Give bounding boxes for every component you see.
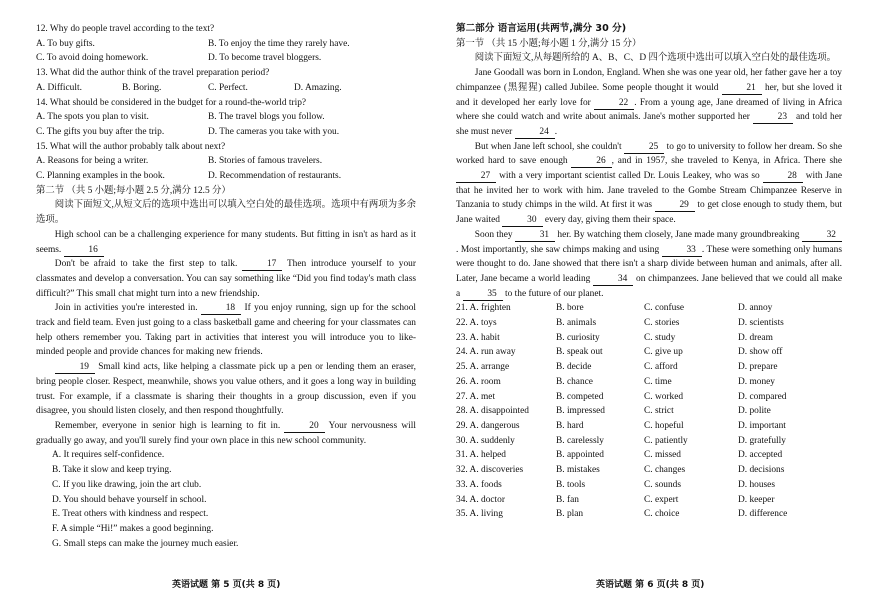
option-row: [456, 419, 842, 434]
option: B. competed: [556, 391, 604, 402]
option: C. To avoid doing homework.: [36, 53, 149, 64]
text: .: [554, 126, 558, 137]
option: C. worked: [644, 391, 684, 402]
option: B. appointed: [556, 450, 604, 461]
option-row: [456, 301, 842, 316]
option: 21. A. frighten: [456, 303, 511, 314]
text: to get close enough to study them, but Jane waited: [456, 200, 842, 226]
option: 25. A. arrange: [456, 362, 510, 373]
option: C. confuse: [644, 303, 685, 314]
option-row: [456, 375, 842, 390]
question-stem: 13. What did the author think of the travel preparation period?: [36, 68, 270, 79]
blank-33: 33: [662, 244, 702, 257]
text: Soon they: [474, 229, 515, 240]
option: D. dream: [738, 332, 773, 343]
text: and told her she must never: [456, 112, 842, 137]
option: B. Stories of famous travelers.: [208, 156, 323, 167]
blank-20: 20: [284, 420, 324, 433]
blank-17: 17: [242, 258, 282, 271]
option: D. prepare: [738, 362, 778, 373]
option: 27. A. met: [456, 391, 496, 402]
choice: C. If you like drawing, join the art club.: [52, 479, 202, 490]
blank-24: 24: [515, 126, 555, 139]
text: , and in 1957, she traveled to Kenya, in Africa. There she: [611, 156, 842, 167]
options-table: [456, 301, 842, 522]
text: But when Jane left school, she couldn't: [474, 141, 625, 152]
right-page: [456, 22, 842, 522]
option: C. changes: [644, 465, 686, 476]
option: 22. A. toys: [456, 318, 497, 329]
option: 23. A. habit: [456, 332, 500, 343]
option: D. money: [738, 376, 775, 387]
option: 28. A. disappointed: [456, 406, 529, 417]
passage-paragraph: [456, 228, 842, 302]
text: Small kind acts, like helping a classmate pick up a pen or lending them an eraser, bring people closer. Respect, meanwhile, shows you value others, and it goes a long way in building trust. For example, if a classmate is sharing their thoughts in a group discussion, even if you disagree, you should listen closely, and then respond thoughtfully.: [36, 362, 416, 417]
option: D. houses: [738, 479, 775, 490]
blank-30: 30: [502, 214, 542, 227]
option: 33. A. foods: [456, 479, 502, 490]
option: C. time: [644, 376, 672, 387]
text: her, but she loved it and it developed her early love for: [456, 82, 842, 108]
passage-paragraph: [456, 140, 842, 228]
blank-22: 22: [594, 97, 634, 110]
option: 29. A. dangerous: [456, 420, 520, 431]
choice: B. Take it slow and keep trying.: [52, 465, 172, 476]
question-stem: 12. Why do people travel according to the text?: [36, 24, 215, 34]
choice: G. Small steps can make the journey much easier.: [52, 538, 239, 549]
text: Don't be afraid to take the first step to talk.: [54, 259, 238, 270]
option: B. plan: [556, 509, 584, 520]
option: C. strict: [644, 406, 674, 417]
option: D. polite: [738, 406, 771, 417]
text: Join in activities you're interested in.: [54, 303, 198, 314]
option: 24. A. run away: [456, 347, 516, 358]
option: C. Perfect.: [208, 82, 248, 93]
page-footer-left: 英语试题 第 5 页(共 8 页): [172, 580, 281, 590]
option: D. gratefully: [738, 435, 786, 446]
blank-31: 31: [515, 229, 555, 242]
text: If you enjoy running, sign up for the school track and field team. Even just going to a class basketball game and cheering for your classmates can help others remember you. Taking part in activities that interest you will introduce you to like-minded people and provide chances for making new friends.: [36, 303, 416, 358]
option: B. tools: [556, 479, 586, 490]
option: D. important: [738, 420, 786, 431]
blank-27: 27: [456, 170, 496, 183]
option: B. chance: [556, 376, 593, 387]
option: C. sounds: [644, 479, 681, 490]
passage-paragraph: [36, 257, 416, 301]
blank-26: 26: [571, 155, 611, 168]
option: B. The travel blogs you follow.: [208, 112, 325, 123]
option: B. impressed: [556, 406, 605, 417]
option: C. afford: [644, 362, 678, 373]
option-row: [456, 448, 842, 463]
option: D. keeper: [738, 494, 775, 505]
option: 35. A. living: [456, 509, 503, 520]
option-row: [456, 434, 842, 449]
page-footer-right: 英语试题 第 6 页(共 8 页): [596, 580, 705, 590]
option: B. fan: [556, 494, 579, 505]
option-row: [456, 404, 842, 419]
option: D. Recommendation of restaurants.: [208, 171, 342, 182]
blank-19: 19: [55, 361, 95, 374]
option: 34. A. doctor: [456, 494, 505, 505]
option: A. Reasons for being a writer.: [36, 156, 149, 167]
option: 26. A. room: [456, 376, 501, 387]
blank-34: 34: [593, 273, 633, 286]
option: B. bore: [556, 303, 584, 314]
option: C. missed: [644, 450, 681, 461]
option: D. show off: [738, 347, 783, 358]
option: B. Boring.: [122, 82, 162, 93]
text: Remember, everyone in senior high is learning to fit in.: [54, 420, 281, 431]
option: D. Amazing.: [294, 82, 342, 93]
choice: A. It requires self-confidence.: [52, 450, 165, 461]
choice-list: [36, 448, 416, 551]
choice: E. Treat others with kindness and respect.: [52, 509, 209, 520]
blank-32: 32: [802, 229, 842, 242]
text: Jane Goodall was born in London, England. When she was one year old, her father gave her a toy chimpanzee (黑猩猩) called Jubilee. Some people thought it would: [456, 68, 842, 93]
passage-paragraph: [36, 360, 416, 419]
text: to go to university to follow her dream. So she worked hard to save enough: [456, 141, 842, 167]
option: 30. A. suddenly: [456, 435, 515, 446]
blank-25: 25: [624, 141, 664, 154]
option: C. Planning examples in the book.: [36, 171, 165, 182]
question-stem: 14. What should be considered in the budget for a round-the-world trip?: [36, 97, 307, 108]
option: A. Difficult.: [36, 82, 82, 93]
text: . From a young age, Jane dreamed of living in Africa where she could watch and write about animals. Jane's mother supported her: [456, 97, 842, 123]
option: 32. A. discoveries: [456, 465, 524, 476]
question-stem: 15. What will the author probably talk about next?: [36, 141, 226, 152]
option-row: [456, 390, 842, 405]
option: C. hopeful: [644, 420, 684, 431]
text: every day, giving them their space.: [542, 215, 676, 226]
option-row: [456, 316, 842, 331]
option: D. annoy: [738, 303, 773, 314]
blank-29: 29: [655, 199, 695, 212]
text: Then introduce yourself to your classmates and develop a conversation. You can say something like “Did you find today's math class difficult?” This small chat might turn into a new friendship.: [36, 259, 416, 299]
passage-paragraph: [36, 419, 416, 448]
option: B. carelessly: [556, 435, 604, 446]
option: A. The spots you plan to visit.: [36, 112, 149, 123]
left-page: [36, 22, 416, 551]
option: B. decide: [556, 362, 592, 373]
option: B. animals: [556, 318, 597, 329]
text: with a very important scientist called Dr. Louis Leakey, who was so: [496, 171, 763, 182]
passage-paragraph: [36, 301, 416, 360]
option: D. compared: [738, 391, 787, 402]
blank-18: 18: [201, 302, 241, 315]
blank-28: 28: [763, 170, 803, 183]
option-row: [456, 493, 842, 508]
option: D. scientists: [738, 318, 784, 329]
option-row: [456, 360, 842, 375]
option: D. The cameras you take with you.: [208, 126, 340, 137]
question-15: [36, 140, 416, 184]
section-title: 第一节 （共 15 小题;每小题 1 分,满分 15 分）: [456, 38, 642, 49]
option: B. hard: [556, 420, 584, 431]
text: her. By watching them closely, Jane made many groundbreaking: [555, 229, 802, 240]
option: D. difference: [738, 509, 788, 520]
option: B. speak out: [556, 347, 603, 358]
option: C. give up: [644, 347, 683, 358]
text: . These were something only humans were thought to do. Jane showed that there isn't a sharp divide between human and animals, after all. Later, Jane became a world leading: [456, 244, 842, 284]
option: C. The gifts you buy after the trip.: [36, 126, 165, 137]
question-14: [36, 96, 416, 140]
part-title: 第二部分 语言运用(共两节,满分 30 分): [456, 23, 627, 34]
section-title: 第二节 （共 5 小题;每小题 2.5 分,满分 12.5 分）: [36, 185, 231, 196]
text: to the future of our planet.: [502, 288, 604, 299]
question-13: [36, 66, 416, 95]
option-row: [456, 345, 842, 360]
option: 31. A. helped: [456, 450, 506, 461]
option: B. To enjoy the time they rarely have.: [208, 38, 350, 49]
passage-paragraph: [456, 66, 842, 140]
blank-23: 23: [753, 111, 793, 124]
option: C. expert: [644, 494, 679, 505]
passage-paragraph: [36, 228, 416, 257]
text: High school can be a challenging experience for many students. But fitting in isn't as hard as it seems.: [36, 229, 416, 255]
choice: F. A simple “Hi!” makes a good beginning.: [52, 523, 214, 534]
text: on chimpanzees. Jane believed that we could all make a: [456, 273, 842, 299]
text: with Jane that he invited her to work with him. Jane traveled to the Gombe Stream Chimpanzee Reserve in Tanzania to study chimps in the wild. At first it was: [456, 171, 842, 211]
option-row: [456, 507, 842, 522]
text: Your nervousness will gradually go away, and you'll surely find your own place in this new school community.: [36, 420, 416, 446]
question-12: [36, 22, 416, 66]
option: D. accepted: [738, 450, 783, 461]
option: C. stories: [644, 318, 680, 329]
option-row: [456, 331, 842, 346]
option: D. To become travel bloggers.: [208, 53, 322, 64]
choice: D. You should behave yourself in school.: [52, 494, 207, 505]
option: C. choice: [644, 509, 680, 520]
blank-21: 21: [722, 82, 762, 95]
option: D. decisions: [738, 465, 785, 476]
section-instructions: 阅读下面短文,从短文后的选项中选出可以填入空白处的最佳选项。选项中有两项为多余选项。: [36, 200, 416, 226]
blank-16: 16: [64, 244, 104, 257]
option: A. To buy gifts.: [36, 38, 95, 49]
option-row: [456, 478, 842, 493]
option: B. curiosity: [556, 332, 600, 343]
blank-35: 35: [463, 288, 503, 301]
option: C. patiently: [644, 435, 688, 446]
option: B. mistakes: [556, 465, 600, 476]
section-instructions: 阅读下面短文,从每题所给的 A、B、C、D 四个选项中选出可以填入空白处的最佳选项。: [474, 53, 837, 64]
text: . Most importantly, she saw chimps making and using: [456, 244, 662, 255]
option-row: [456, 463, 842, 478]
option: C. study: [644, 332, 676, 343]
